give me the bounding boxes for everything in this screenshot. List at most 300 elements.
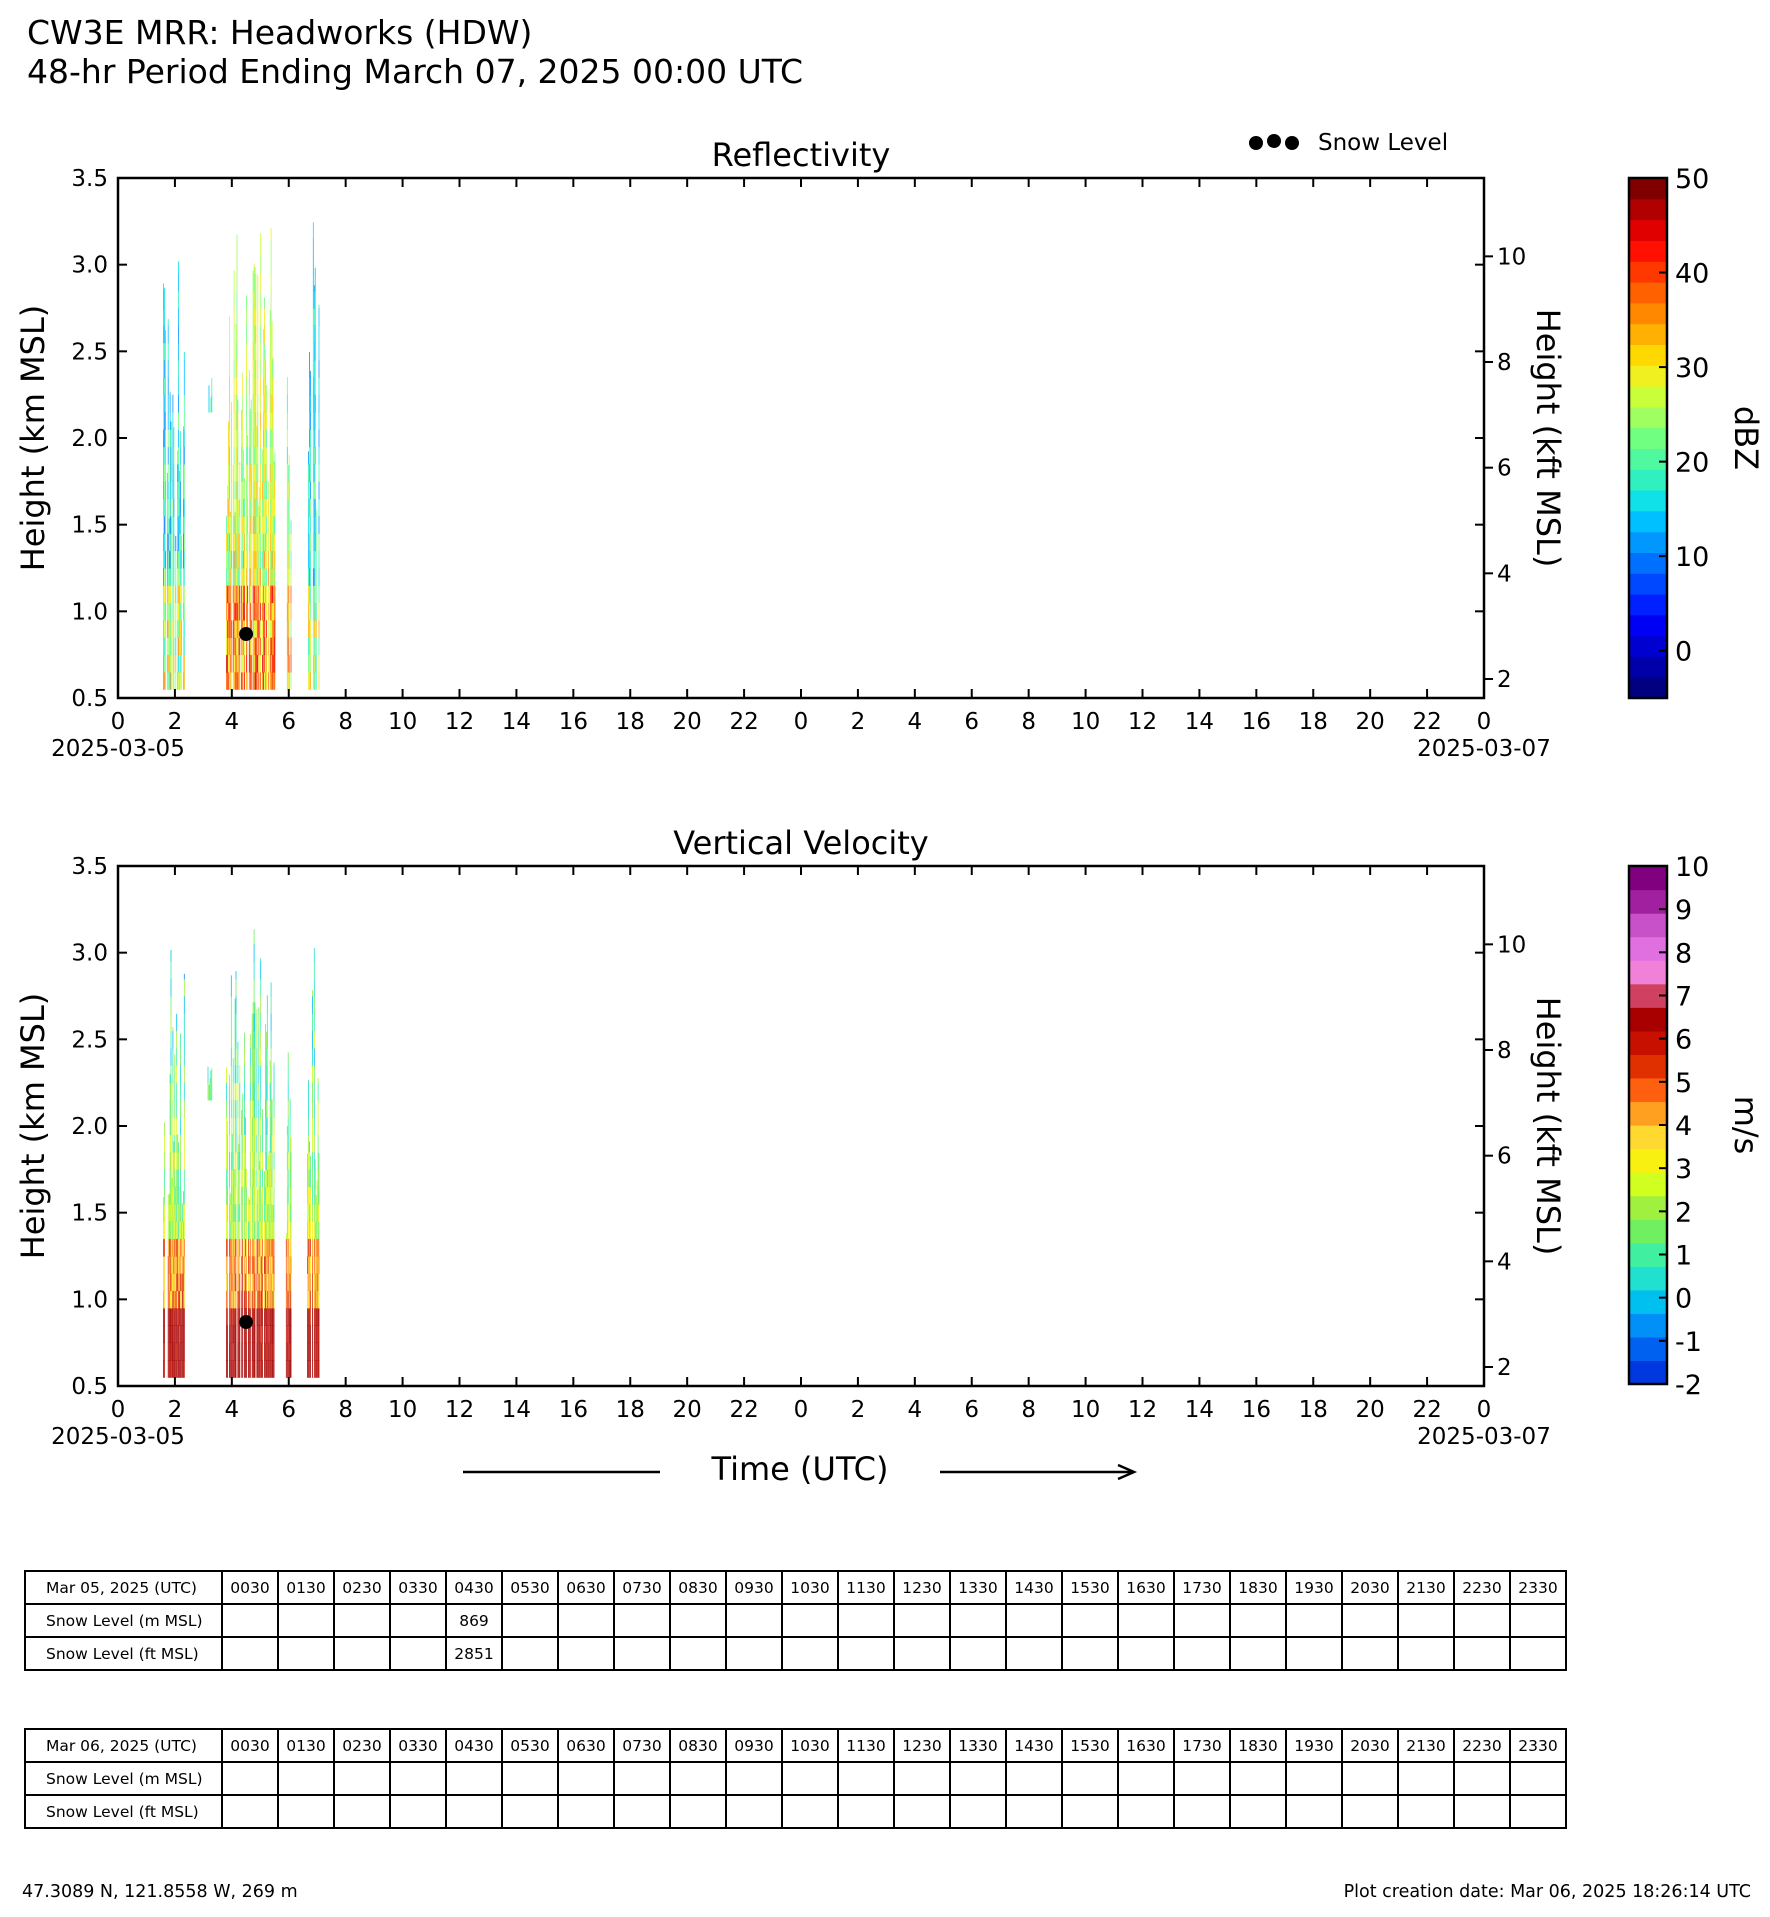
echo-cell: [310, 499, 311, 517]
echo-cell: [259, 551, 260, 569]
echo-cell: [181, 568, 182, 586]
echo-cell: [226, 655, 227, 673]
echo-cell: [256, 447, 257, 465]
echo-cell: [258, 1239, 259, 1257]
echo-cell: [268, 1256, 269, 1274]
echo-cell: [308, 1343, 309, 1361]
echo-cell: [249, 568, 250, 586]
echo-cell: [312, 1239, 313, 1257]
echo-cell: [227, 533, 228, 551]
echo-cell: [287, 499, 288, 517]
echo-cell: [242, 429, 243, 447]
echo-cell: [230, 603, 231, 621]
echo-cell: [255, 1083, 256, 1101]
echo-cell: [265, 1048, 266, 1066]
echo-cell: [238, 447, 239, 465]
echo-cell: [254, 1117, 255, 1135]
echo-cell: [168, 395, 169, 413]
echo-cell: [171, 996, 172, 1014]
echo-cell: [239, 1360, 240, 1378]
echo-cell: [289, 533, 290, 551]
echo-cell: [266, 1273, 267, 1291]
echo-cell: [173, 585, 174, 603]
echo-cell: [235, 516, 236, 534]
echo-cell: [274, 516, 275, 534]
echo-cell: [253, 395, 254, 413]
echo-cell: [262, 1152, 263, 1170]
echo-cell: [254, 308, 255, 326]
echo-cell: [255, 637, 256, 655]
echo-cell: [235, 1048, 236, 1066]
echo-cell: [184, 533, 185, 551]
echo-cell: [234, 1360, 235, 1378]
echo-cell: [244, 533, 245, 551]
echo-cell: [314, 533, 315, 551]
echo-cell: [291, 533, 292, 551]
echo-cell: [264, 551, 265, 569]
echo-cell: [258, 1169, 259, 1187]
x-tick-label: 20: [1355, 1397, 1385, 1423]
echo-cell: [250, 1048, 251, 1066]
echo-cell: [167, 620, 168, 638]
echo-cell: [264, 1171, 265, 1187]
echo-cell: [274, 655, 275, 673]
echo-cell: [287, 377, 288, 378]
echo-cell: [257, 1204, 258, 1222]
echo-cell: [248, 1197, 249, 1204]
echo-cell: [180, 1135, 181, 1153]
echo-cell: [239, 551, 240, 569]
echo-cell: [259, 1161, 260, 1170]
plot-frame: [118, 178, 1484, 698]
echo-cell: [238, 637, 239, 655]
echo-cell: [175, 637, 176, 655]
echo-cell: [184, 1031, 185, 1049]
y-tick-label: 0.5: [71, 686, 108, 712]
echo-cell: [250, 481, 251, 499]
echo-cell: [253, 360, 254, 378]
echo-cell: [165, 481, 166, 499]
table-value-cell: [726, 1604, 782, 1637]
echo-cell: [228, 447, 229, 465]
echo-cell: [175, 1187, 176, 1205]
table-value-cell: [1174, 1637, 1230, 1670]
table-time-cell: 0130: [278, 1729, 334, 1762]
echo-cell: [241, 603, 242, 621]
x-tick-label: 12: [1127, 1397, 1158, 1423]
echo-cell: [177, 1169, 178, 1187]
echo-cell: [271, 533, 272, 551]
echo-cell: [238, 516, 239, 534]
echo-cell: [253, 1013, 254, 1031]
echo-cell: [230, 1343, 231, 1361]
echo-cell: [272, 1169, 273, 1187]
echo-cell: [236, 585, 237, 603]
echo-cell: [315, 1204, 316, 1222]
echo-cell: [291, 672, 292, 690]
echo-cell: [254, 655, 255, 673]
echo-cell: [314, 516, 315, 534]
echo-cell: [163, 516, 164, 534]
echo-cell: [236, 533, 237, 551]
echo-cell: [241, 412, 242, 430]
echo-cell: [226, 1221, 227, 1239]
echo-cell: [174, 1343, 175, 1361]
echo-cell: [164, 1169, 165, 1187]
table-value-cell: [1454, 1604, 1510, 1637]
colorbar-segment: [1629, 937, 1667, 961]
echo-cell: [180, 568, 181, 586]
plot-frame: [118, 866, 1484, 1386]
echo-cell: [259, 1256, 260, 1274]
echo-cell: [269, 1343, 270, 1361]
echo-cell: [261, 1308, 262, 1326]
echo-cell: [316, 620, 317, 638]
echo-cell: [290, 1098, 291, 1100]
echo-cell: [229, 551, 230, 569]
echo-cell: [262, 464, 263, 482]
echo-cell: [314, 672, 315, 690]
echo-cell: [255, 620, 256, 638]
echo-cell: [167, 603, 168, 621]
echo-cell: [274, 1343, 275, 1361]
echo-cell: [246, 377, 247, 395]
echo-cell: [272, 672, 273, 690]
echo-cell: [249, 585, 250, 603]
echo-cell: [258, 551, 259, 569]
echo-cell: [260, 360, 261, 378]
echo-cell: [232, 1204, 233, 1222]
echo-cell: [309, 1256, 310, 1274]
echo-cell: [169, 637, 170, 655]
echo-cell: [259, 1343, 260, 1361]
echo-cell: [234, 1187, 235, 1205]
y2-tick-label: 2: [1497, 1355, 1512, 1382]
echo-cell: [265, 655, 266, 673]
table-value-cell: [1286, 1604, 1342, 1637]
echo-cell: [256, 291, 257, 309]
echo-cell: [180, 551, 181, 569]
echo-cell: [237, 533, 238, 551]
echo-cell: [178, 585, 179, 603]
table-value-cell: [1398, 1604, 1454, 1637]
echo-cell: [231, 464, 232, 482]
table-value-cell: [502, 1604, 558, 1637]
echo-cell: [307, 1291, 308, 1309]
echo-cell: [249, 1200, 250, 1205]
echo-cell: [271, 996, 272, 1014]
echo-cell: [271, 395, 272, 413]
table-time-cell: 0530: [502, 1729, 558, 1762]
echo-cell: [181, 535, 182, 551]
echo-cell: [239, 655, 240, 673]
echo-cell: [184, 620, 185, 638]
echo-cell: [176, 1360, 177, 1378]
echo-cell: [264, 585, 265, 603]
echo-cell: [261, 1273, 262, 1291]
table-value-cell: [670, 1637, 726, 1670]
echo-cell: [251, 464, 252, 482]
echo-cell: [238, 1152, 239, 1170]
echo-cell: [238, 1048, 239, 1066]
echo-cell: [243, 499, 244, 517]
echo-cell: [254, 1325, 255, 1343]
echo-cell: [236, 1239, 237, 1257]
echo-cell: [239, 1204, 240, 1222]
echo-cell: [275, 672, 276, 690]
echo-cell: [291, 1221, 292, 1239]
echo-cell: [253, 1360, 254, 1378]
colorbar-segment: [1629, 178, 1667, 199]
echo-cell: [251, 499, 252, 517]
echo-cell: [308, 1308, 309, 1326]
echo-cell: [291, 1152, 292, 1170]
echo-cell: [229, 1325, 230, 1343]
echo-cell: [257, 464, 258, 482]
echo-cell: [255, 1239, 256, 1257]
colorbar-segment: [1629, 1290, 1667, 1314]
echo-cell: [180, 1065, 181, 1083]
echo-cell: [271, 655, 272, 673]
echo-cell: [250, 585, 251, 603]
echo-cell: [250, 1100, 251, 1118]
echo-cell: [241, 551, 242, 569]
echo-cell: [237, 235, 238, 240]
echo-cell: [235, 637, 236, 655]
echo-cell: [174, 481, 175, 499]
echo-cell: [313, 620, 314, 638]
echo-cell: [309, 551, 310, 569]
echo-cell: [287, 655, 288, 673]
echo-cell: [309, 585, 310, 603]
echo-cell: [318, 1078, 319, 1083]
echo-cell: [255, 1343, 256, 1361]
echo-cell: [314, 1169, 315, 1187]
echo-cell: [231, 447, 232, 465]
echo-cell: [271, 1273, 272, 1291]
echo-cell: [314, 1204, 315, 1222]
echo-cell: [163, 1291, 164, 1309]
echo-cell: [314, 1117, 315, 1135]
table-time-cell: 1230: [894, 1729, 950, 1762]
echo-cell: [258, 655, 259, 673]
echo-cell: [231, 1239, 232, 1257]
echo-cell: [315, 637, 316, 655]
echo-cell: [168, 429, 169, 447]
echo-cell: [289, 1360, 290, 1378]
echo-cell: [231, 1291, 232, 1309]
table-value-cell: [950, 1795, 1006, 1828]
echo-cell: [178, 447, 179, 465]
echo-cell: [175, 1221, 176, 1239]
echo-cell: [260, 395, 261, 413]
echo-cell: [169, 1273, 170, 1291]
echo-cell: [317, 1256, 318, 1274]
echo-cell: [275, 620, 276, 638]
echo-cell: [257, 1190, 258, 1205]
echo-cell: [169, 1221, 170, 1239]
echo-cell: [228, 655, 229, 673]
echo-cell: [307, 1154, 308, 1170]
echo-cell: [208, 1067, 209, 1084]
echo-cell: [314, 395, 315, 413]
echo-cell: [267, 1221, 268, 1239]
echo-cell: [265, 672, 266, 690]
echo-cell: [256, 620, 257, 638]
echo-cell: [236, 971, 237, 979]
echo-cell: [270, 343, 271, 361]
echo-cell: [241, 1169, 242, 1187]
colorbar-tick-label: -1: [1675, 1326, 1702, 1358]
echo-cell: [231, 1013, 232, 1031]
echo-cell: [252, 1048, 253, 1066]
echo-cell: [290, 1117, 291, 1135]
echo-cell: [165, 377, 166, 395]
echo-cell: [272, 1187, 273, 1205]
echo-cell: [270, 603, 271, 621]
echo-cell: [180, 1343, 181, 1361]
echo-cell: [239, 603, 240, 621]
echo-cell: [314, 1187, 315, 1205]
echo-cell: [265, 1117, 266, 1135]
echo-cell: [263, 637, 264, 655]
echo-cell: [257, 637, 258, 655]
echo-cell: [237, 447, 238, 465]
echo-cell: [255, 395, 256, 413]
table-value-cell: [1174, 1604, 1230, 1637]
echo-cell: [231, 1048, 232, 1066]
echo-cell: [246, 603, 247, 621]
echo-cell: [174, 1100, 175, 1118]
table-value-cell: [558, 1637, 614, 1670]
echo-cell: [241, 1221, 242, 1239]
echo-cell: [183, 568, 184, 586]
echo-cell: [228, 499, 229, 517]
echo-cell: [267, 1360, 268, 1378]
colorbar-segment: [1629, 469, 1667, 490]
echo-cell: [170, 620, 171, 638]
echo-cell: [237, 239, 238, 257]
echo-cell: [256, 672, 257, 690]
echo-cell: [274, 1239, 275, 1257]
echo-cell: [184, 1169, 185, 1187]
snow-level-point: [239, 1315, 253, 1329]
table-value-cell: [558, 1795, 614, 1828]
echo-cell: [289, 672, 290, 690]
echo-cell: [175, 1291, 176, 1309]
echo-cell: [256, 360, 257, 378]
echo-cell: [168, 360, 169, 378]
echo-cell: [269, 1239, 270, 1257]
colorbar-tick-label: 4: [1675, 1111, 1693, 1142]
echo-cell: [257, 551, 258, 569]
echo-cell: [233, 1135, 234, 1153]
echo-cell: [253, 603, 254, 621]
echo-cell: [313, 325, 314, 343]
echo-cell: [173, 516, 174, 534]
echo-cell: [242, 1204, 243, 1222]
echo-cell: [171, 1360, 172, 1378]
y-tick-label: 0.5: [71, 1374, 108, 1400]
echo-cell: [262, 585, 263, 603]
echo-cell: [236, 979, 237, 997]
echo-cell: [271, 360, 272, 378]
echo-cell: [262, 1239, 263, 1257]
echo-cell: [184, 1013, 185, 1031]
table-value-cell: [1342, 1637, 1398, 1670]
colorbar-tick-label: 10: [1675, 542, 1710, 574]
echo-cell: [288, 1221, 289, 1239]
table-value-cell: [1118, 1762, 1174, 1795]
echo-cell: [264, 1239, 265, 1257]
echo-cell: [170, 1083, 171, 1101]
echo-cell: [251, 447, 252, 465]
echo-cell: [235, 1291, 236, 1309]
echo-cell: [177, 1187, 178, 1205]
echo-cell: [249, 395, 250, 413]
echo-cell: [249, 1343, 250, 1361]
echo-cell: [256, 516, 257, 534]
echo-cell: [258, 1083, 259, 1101]
echo-cell: [248, 1256, 249, 1274]
table-value-cell: [726, 1637, 782, 1670]
echo-cell: [211, 1070, 212, 1083]
echo-cell: [228, 481, 229, 499]
echo-cell: [319, 1291, 320, 1309]
echo-cell: [239, 551, 240, 569]
echo-cell: [239, 1065, 240, 1083]
echo-cell: [262, 1343, 263, 1361]
echo-cell: [233, 603, 234, 621]
echo-cell: [264, 672, 265, 690]
echo-cell: [288, 516, 289, 534]
echo-cell: [255, 343, 256, 361]
echo-cell: [164, 395, 165, 413]
echo-cell: [260, 1256, 261, 1274]
echo-cell: [264, 412, 265, 430]
table-value-cell: [1510, 1637, 1566, 1670]
echo-cell: [229, 603, 230, 621]
echo-cell: [257, 291, 258, 309]
echo-cell: [239, 585, 240, 603]
echo-cell: [163, 637, 164, 655]
echo-cell: [256, 603, 257, 621]
echo-cell: [168, 655, 169, 673]
echo-cell: [178, 412, 179, 430]
echo-cell: [233, 1360, 234, 1378]
echo-cell: [245, 1343, 246, 1361]
echo-cell: [254, 377, 255, 395]
echo-cell: [313, 585, 314, 603]
echo-cell: [237, 273, 238, 291]
echo-cell: [184, 499, 185, 517]
echo-cell: [165, 637, 166, 655]
echo-cell: [258, 1343, 259, 1361]
echo-cell: [259, 499, 260, 517]
echo-cell: [244, 1291, 245, 1309]
echo-cell: [254, 264, 255, 274]
echo-cell: [250, 1360, 251, 1378]
echo-cell: [242, 1094, 243, 1101]
echo-cell: [178, 1256, 179, 1274]
echo-cell: [168, 343, 169, 361]
echo-cell: [170, 481, 171, 499]
echo-cell: [266, 672, 267, 690]
echo-cell: [257, 620, 258, 638]
echo-cell: [175, 1325, 176, 1343]
echo-cell: [259, 1325, 260, 1343]
echo-cell: [164, 1360, 165, 1378]
